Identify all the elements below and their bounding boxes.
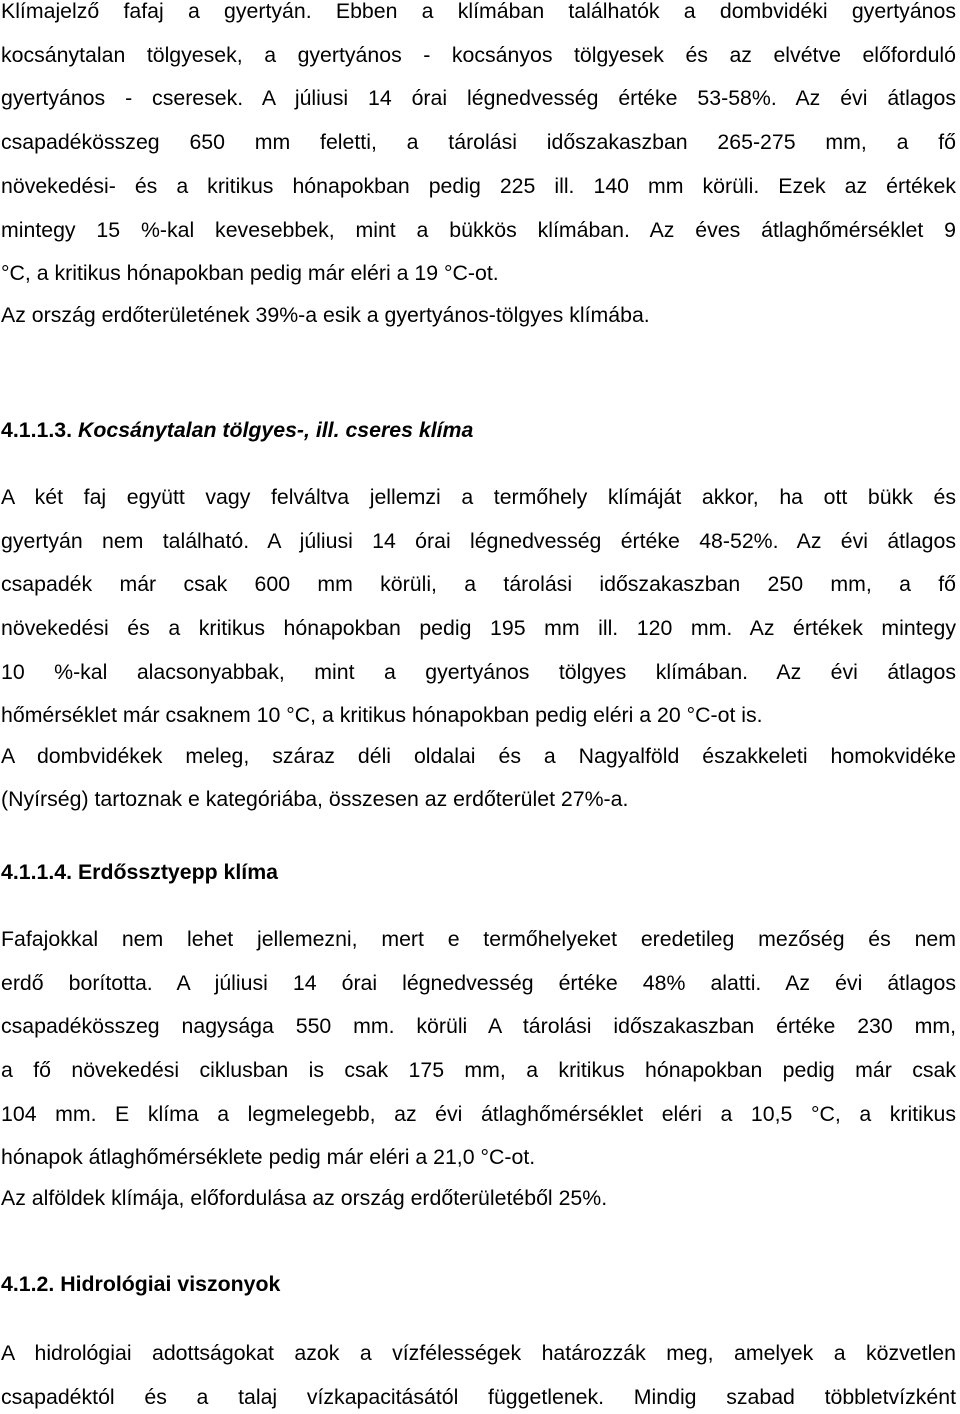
paragraph-body — [1, 0, 956, 334]
paragraph-body — [1, 476, 956, 822]
text-line: csapadékösszeg 650 mm feletti, a tárolási időszakaszban 265-275 mm, a fő — [1, 130, 956, 155]
section-title: Kocsánytalan tölgyes-, ill. cseres klíma — [77, 418, 474, 442]
text-line: gyertyános - cseresek. A júliusi 14 órai légnedvesség értéke 53-58%. Az évi átlagos — [1, 86, 956, 111]
text-line: hőmérséklet már csaknem 10 °C, a kritikus hónapokban pedig eléri a 20 °C-ot is. — [1, 702, 763, 727]
text-line: csapadéktól és a talaj vízkapacitásától függetlenek. Mindig szabad többletvízként — [1, 1384, 956, 1409]
text-line: mintegy 15 %-kal kevesebbek, mint a bükkös klímában. Az éves átlaghőmérséklet 9 — [1, 217, 956, 242]
section-title: Hidrológiai viszonyok — [60, 1272, 281, 1296]
text-line: Fafajokkal nem lehet jellemezni, mert e termőhelyeket eredetileg mezőség és nem — [1, 927, 956, 951]
section-title: Erdőssztyepp klíma — [77, 860, 278, 884]
text-line: Az alföldek klímája, előfordulása az ország erdőterületéből 25%. — [1, 1185, 608, 1210]
section-heading-4-1-1-3 — [1, 415, 956, 445]
text-line: Az ország erdőterületének 39%-a esik a gyertyános-tölgyes klímába. — [1, 302, 650, 327]
text-line: gyertyán nem található. A júliusi 14 órai légnedvesség értéke 48-52%. Az évi átlagos — [1, 528, 956, 553]
text-line: A dombvidékek meleg, száraz déli oldalai és a Nagyalföld északkeleti homokvidéke — [1, 743, 956, 768]
text-line: A két faj együtt vagy felváltva jellemzi a termőhely klímáját akkor, ha ott bükk és — [1, 485, 956, 509]
text-line: Klímajelző fafaj a gyertyán. Ebben a klímában találhatók a dombvidéki gyertyános — [1, 0, 956, 23]
section-heading-4-1-2 — [1, 1269, 956, 1299]
text-line: a fő növekedési ciklusban is csak 175 mm, a kritikus hónapokban pedig már csak — [1, 1058, 956, 1083]
text-line: A hidrológiai adottságokat azok a vízfélességek határozzák meg, amelyek a közvetlen — [1, 1341, 956, 1365]
text-line: kocsánytalan tölgyesek, a gyertyános - kocsányos tölgyesek és az elvétve előforduló — [1, 42, 956, 67]
text-line: növekedési- és a kritikus hónapokban pedig 225 ill. 140 mm körüli. Ezek az értékek — [1, 173, 956, 198]
paragraph-body — [1, 918, 956, 1220]
section-heading-4-1-1-4 — [1, 857, 956, 887]
paragraph-erdossztyepp-klima — [1, 918, 956, 1220]
text-line: (Nyírség) tartoznak e kategóriába, összesen az erdőterület 27%-a. — [1, 787, 629, 812]
section-number: 4.1.1.4. — [1, 860, 73, 884]
section-heading — [1, 415, 956, 445]
section-heading — [1, 1269, 956, 1299]
section-number: 4.1.2. — [1, 1272, 55, 1296]
text-line: növekedési és a kritikus hónapokban pedig 195 mm ill. 120 mm. Az értékek mintegy — [1, 616, 956, 641]
paragraph-gyertyanos-tolgyes — [1, 0, 956, 334]
text-line: °C, a kritikus hónapokban pedig már eléri a 19 °C-ot. — [1, 261, 499, 286]
text-line: erdő borította. A júliusi 14 órai légnedvesség értéke 48% alatti. Az évi átlagos — [1, 970, 956, 995]
text-line: 10 %-kal alacsonyabbak, mint a gyertyános tölgyes klímában. Az évi átlagos — [1, 659, 956, 684]
paragraph-body — [1, 1332, 956, 1414]
paragraph-cseres-klima — [1, 476, 956, 822]
text-line: csapadékösszeg nagysága 550 mm. körüli A tárolási időszakaszban értéke 230 mm, — [1, 1014, 956, 1039]
text-line: csapadék már csak 600 mm körüli, a tárolási időszakaszban 250 mm, a fő — [1, 572, 956, 597]
section-heading — [1, 857, 956, 887]
section-number: 4.1.1.3. — [1, 418, 73, 442]
text-line: 104 mm. E klíma a legmelegebb, az évi átlaghőmérséklet eléri a 10,5 °C, a kritikus — [1, 1101, 956, 1126]
text-line: hónapok átlaghőmérséklete pedig már eléri a 21,0 °C-ot. — [1, 1144, 536, 1169]
paragraph-hidrologiai — [1, 1332, 956, 1414]
